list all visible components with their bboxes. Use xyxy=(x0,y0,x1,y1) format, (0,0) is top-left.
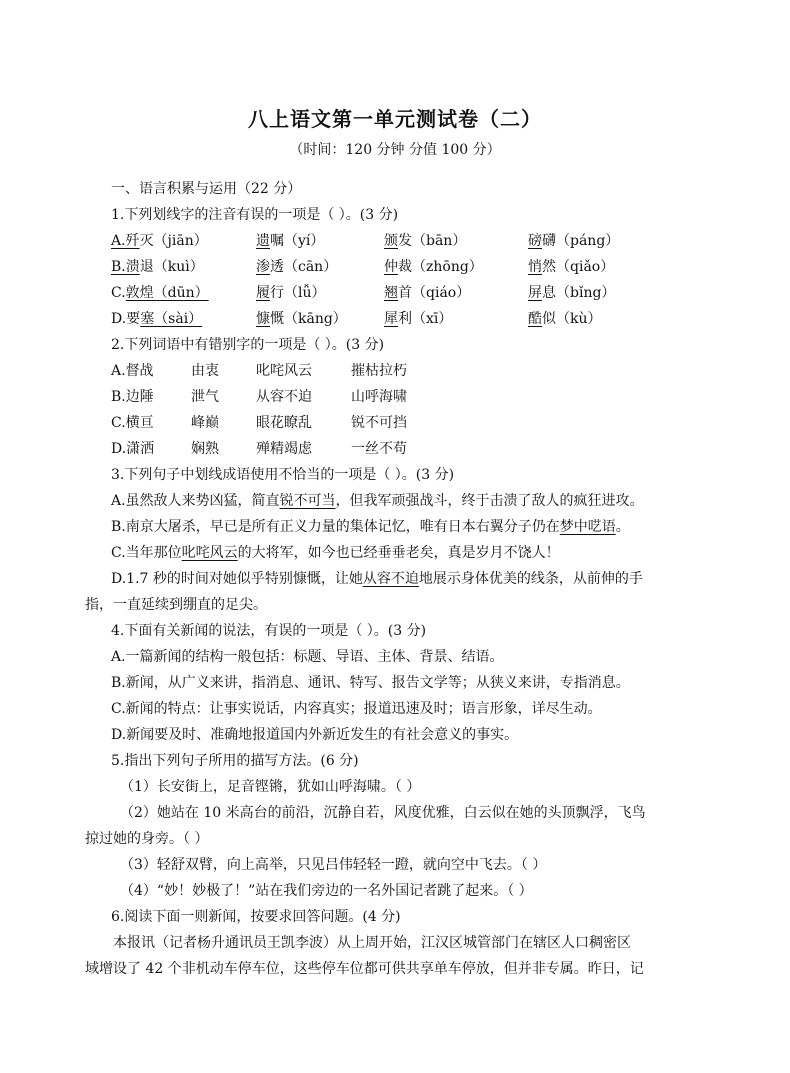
word-item: 山呼海啸 xyxy=(351,389,407,405)
option-item: 犀利（xī） xyxy=(384,311,453,327)
word-item: C.横亘 xyxy=(111,415,154,431)
question-1-row-c xyxy=(111,282,711,302)
news-paragraph-line-2: 域增设了 42 个非机动车停车位，这些停车位都可供共享单车停放，但并非专属。昨日，记 xyxy=(85,961,644,977)
word-item: 从容不迫 xyxy=(256,389,312,405)
question-2-row-b xyxy=(111,386,711,406)
option-item: 翘首（qiáo） xyxy=(384,285,471,301)
option-item: 慷慨（kāng） xyxy=(256,311,347,327)
section-heading: 一、语言积累与运用（22 分） xyxy=(111,181,302,197)
question-2-stem: 2.下列词语中有错别字的一项是（ ）。(3 分) xyxy=(111,337,385,353)
question-4-option-a: A.一篇新闻的结构一般包括：标题、导语、主体、背景、结语。 xyxy=(111,649,504,665)
word-item: 娴熟 xyxy=(191,441,219,457)
word-item: 锐不可挡 xyxy=(351,415,407,431)
question-4-option-b: B.新闻，从广义来讲，指消息、通讯、特写、报告文学等；从狭义来讲，专指消息。 xyxy=(111,675,630,691)
word-item: A.督战 xyxy=(111,363,154,379)
page-title: 八上语文第一单元测试卷（二） xyxy=(248,107,542,131)
question-5-item-4: （4）“妙！妙极了！”站在我们旁边的一名外国记者跳了起来。（ ） xyxy=(120,883,533,899)
option-item: 遗嘱（yí） xyxy=(256,233,325,249)
question-3-stem: 3.下列句子中划线成语使用不恰当的一项是（ ）。(3 分) xyxy=(111,467,455,483)
option-item: 屏息（bǐng） xyxy=(528,285,616,301)
option-item: 渗透（cān） xyxy=(256,259,338,275)
question-2-row-a xyxy=(111,360,711,380)
question-5-item-2-cont: 掠过她的身旁。（ ） xyxy=(85,831,209,847)
question-5-item-3: （3）轻舒双臂，向上高举，只见吕伟轻轻一蹬，就向空中飞去。（ ） xyxy=(120,857,547,873)
option-item: 履行（lǚ） xyxy=(256,285,326,301)
question-6-stem: 6.阅读下面一则新闻，按要求回答问题。(4 分) xyxy=(111,909,401,925)
question-3-option-a: A.虽然敌人来势凶猛，简直锐不可当，但我军顽强战斗，终于击溃了敌人的疯狂进攻。 xyxy=(111,493,644,509)
question-4-option-c: C.新闻的特点：让事实说话，内容真实；报道迅速及时；语言形象，详尽生动。 xyxy=(111,701,602,717)
question-3-option-b: B.南京大屠杀，早已是所有正义力量的集体记忆，唯有日本右翼分子仍在梦中呓语。 xyxy=(111,519,630,535)
question-1-row-d xyxy=(111,308,711,328)
option-item: A.歼灭（jiān） xyxy=(111,233,208,249)
exam-subtitle: （时间：120 分钟 分值 100 分） xyxy=(289,142,501,158)
question-5-item-1: （1）长安街上，足音铿锵，犹如山呼海啸。（ ） xyxy=(120,779,421,795)
option-item: 磅礴（páng） xyxy=(528,233,620,249)
word-item: 摧枯拉朽 xyxy=(351,363,407,379)
option-item: C.敦煌（dūn） xyxy=(111,285,209,301)
option-item: D.要塞（sài） xyxy=(111,311,203,327)
question-5-stem: 5.指出下列句子所用的描写方法。(6 分) xyxy=(111,753,359,769)
word-item: B.边陲 xyxy=(111,389,154,405)
question-1-row-b xyxy=(111,256,711,276)
option-item: 颁发（bān） xyxy=(384,233,467,249)
question-4-stem: 4.下面有关新闻的说法，有误的一项是（ ）。(3 分) xyxy=(111,623,427,639)
option-item: 仲裁（zhōng） xyxy=(384,259,483,275)
option-item: 酷似（kù） xyxy=(528,311,602,327)
word-item: D.潇洒 xyxy=(111,441,155,457)
question-5-item-2: （2）她站在 10 米高台的前沿，沉静自若，风度优雅，白云似在她的头顶飘浮，飞鸟 xyxy=(120,805,646,821)
question-3-option-c: C.当年那位叱咤风云的大将军，如今也已经垂垂老矣，真是岁月不饶人！ xyxy=(111,545,560,561)
question-1-row-a xyxy=(111,230,711,250)
word-item: 由衷 xyxy=(191,363,219,379)
word-item: 叱咤风云 xyxy=(256,363,312,379)
word-item: 一丝不苟 xyxy=(351,441,407,457)
word-item: 眼花瞭乱 xyxy=(256,415,312,431)
option-item: 悄然（qiǎo） xyxy=(528,259,615,275)
news-paragraph-line-1: 本报讯（记者杨升通讯员王凯李波）从上周开始，江汉区城管部门在辖区人口稠密区 xyxy=(113,935,631,951)
option-item: B.溃退（kuì） xyxy=(111,259,204,275)
question-4-option-d: D.新闻要及时、准确地报道国内外新近发生的有社会意义的事实。 xyxy=(111,727,519,743)
word-item: 泄气 xyxy=(191,389,219,405)
word-item: 殚精竭虑 xyxy=(256,441,312,457)
question-2-row-c xyxy=(111,412,711,432)
question-1-stem: 1.下列划线字的注音有误的一项是（ ）。(3 分) xyxy=(111,207,399,223)
question-2-row-d xyxy=(111,438,711,458)
word-item: 峰巅 xyxy=(191,415,219,431)
question-3-option-d-cont: 指，一直延续到绷直的足尖。 xyxy=(85,597,267,613)
question-3-option-d: D.1.7 秒的时间对她似乎特别慷慨，让她从容不迫地展示身体优美的线条，从前伸的手 xyxy=(111,571,643,587)
